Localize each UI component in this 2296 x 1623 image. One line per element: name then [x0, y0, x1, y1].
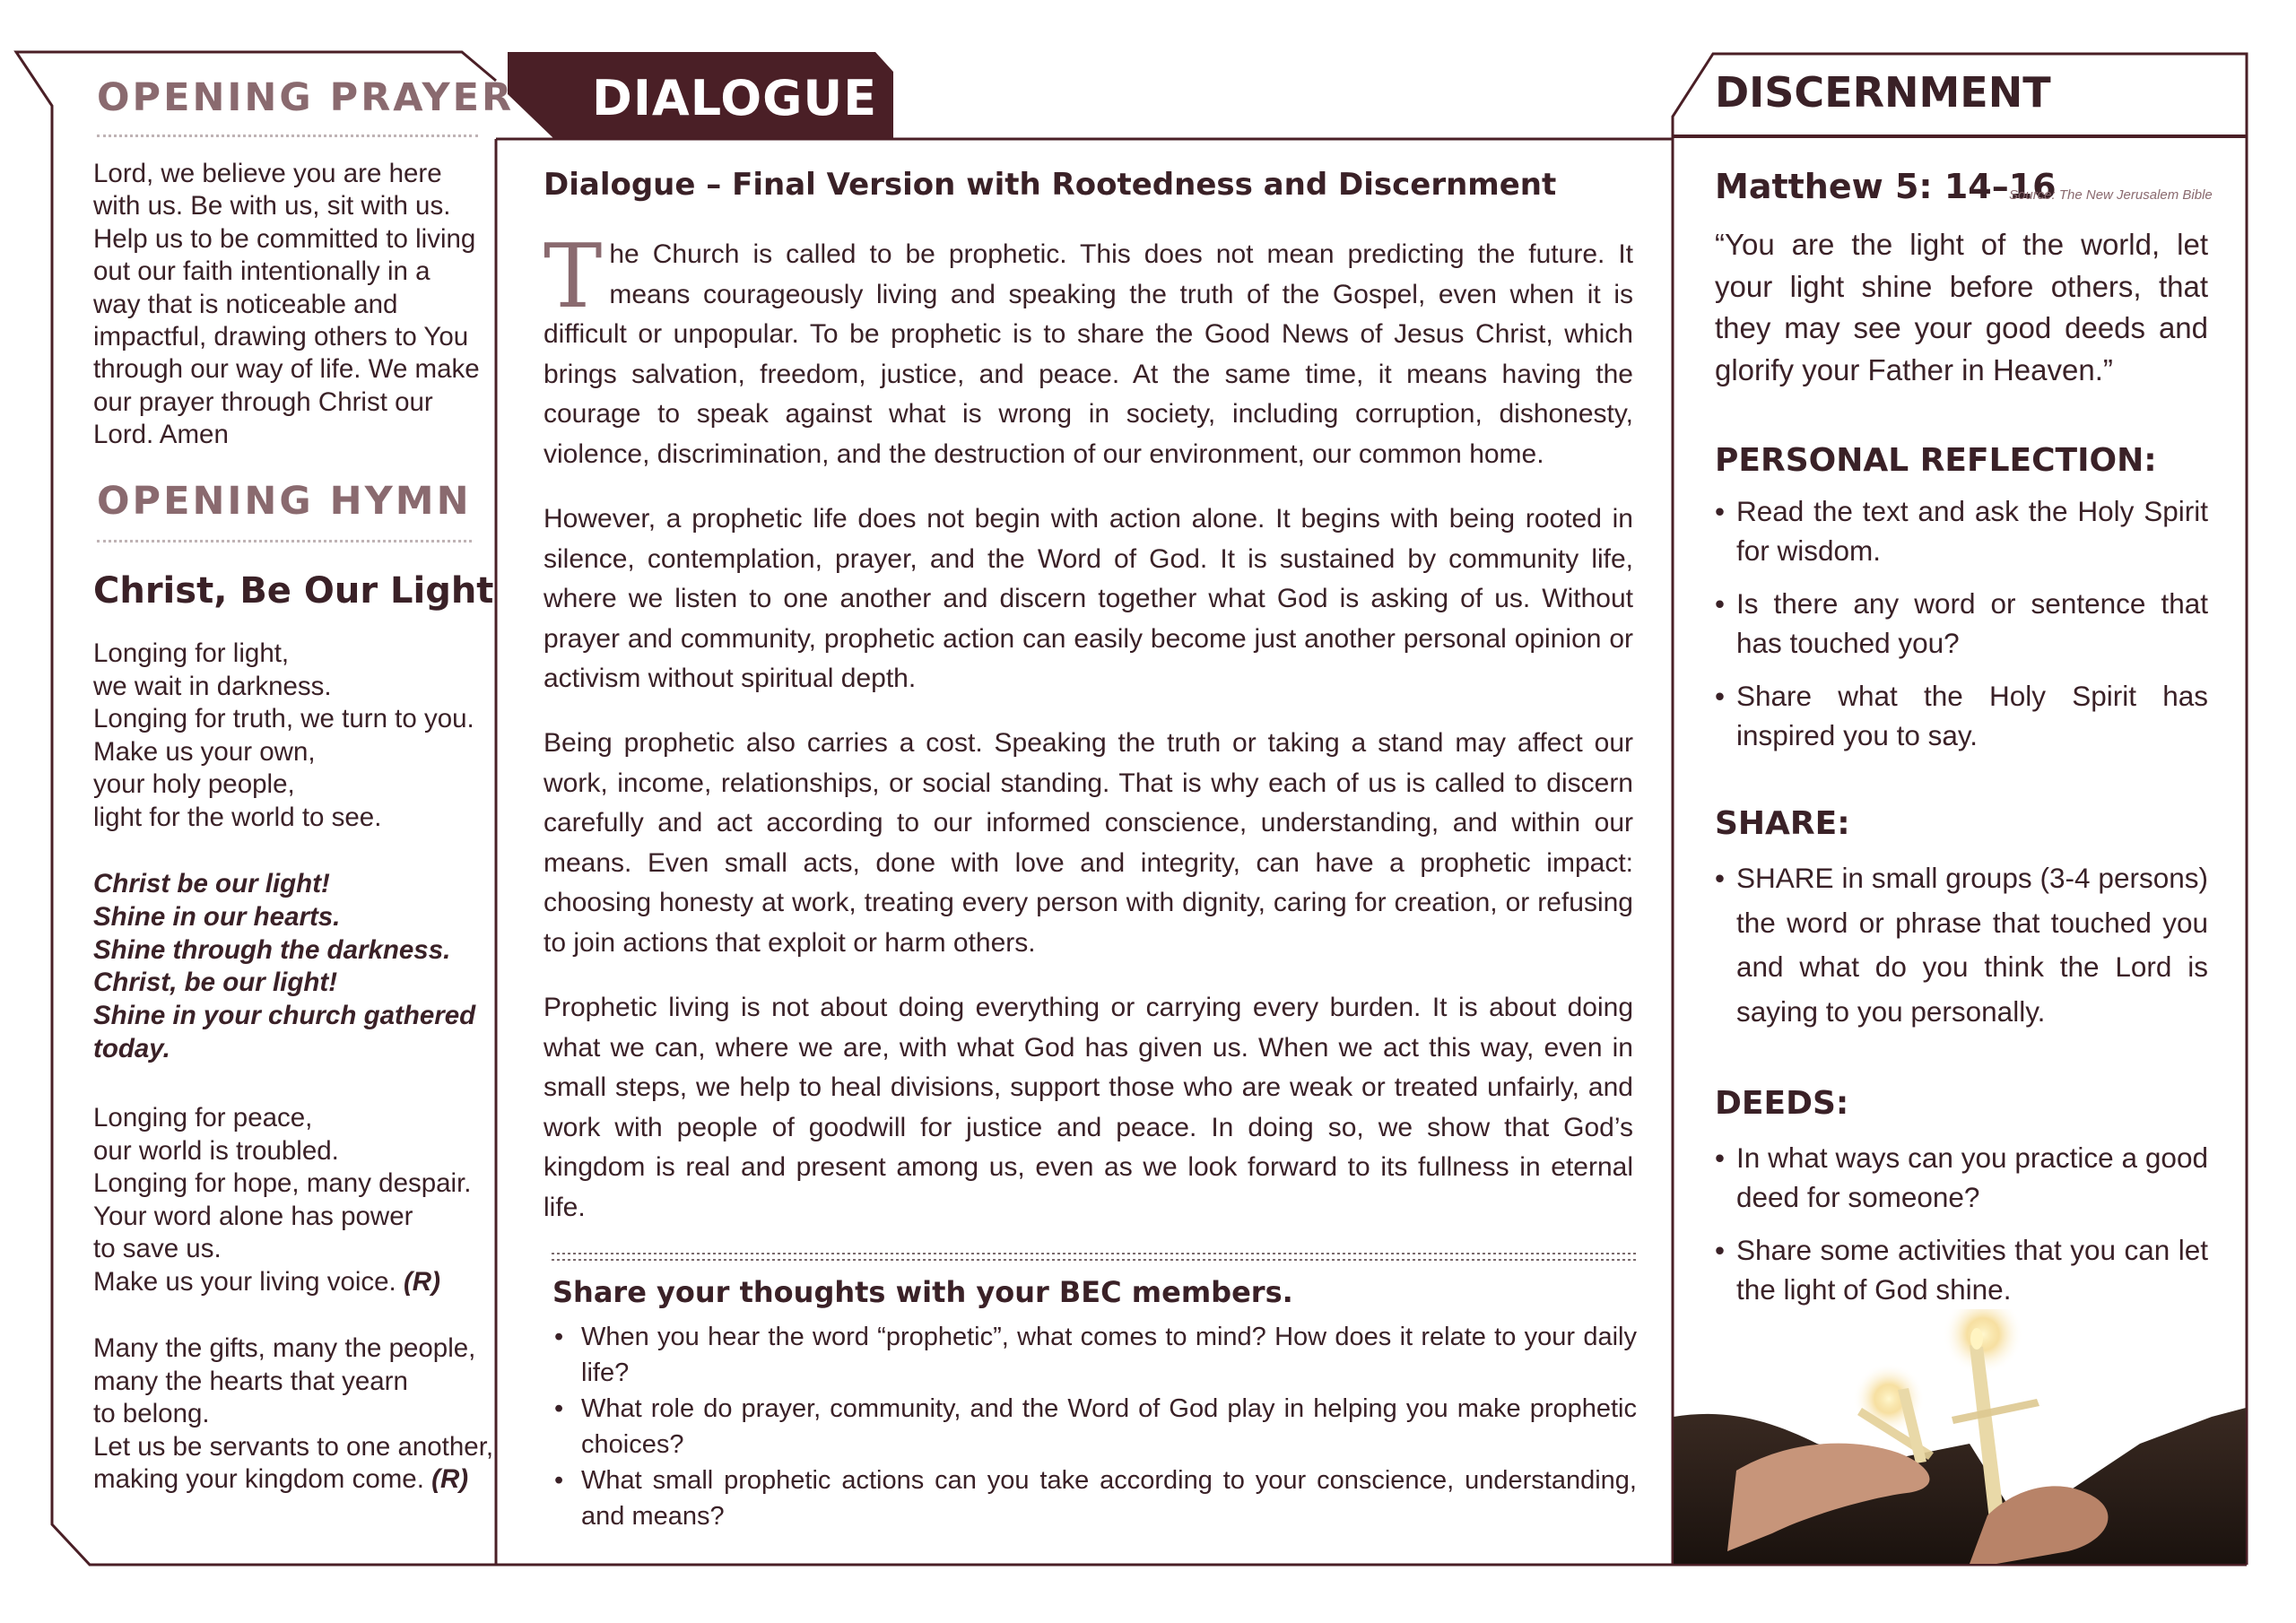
- question-item: • What role do prayer, community, and the Word of God play in helping you make prophetic choices?: [554, 1391, 1637, 1462]
- dialogue-tab-label: DIALOGUE: [592, 70, 878, 126]
- verse-reference: Matthew 5: 14–16: [1715, 167, 2057, 206]
- candles-image: [1674, 1309, 2246, 1564]
- opening-prayer-text: Lord, we believe you are here with us. Be with us, sit with us. Help us to be committed to living out our faith intentionally in a way that is noticeable and impactful, drawing others to You through our way of life. We make our prayer through Christ our Lord. Amen: [93, 159, 480, 450]
- refrain-line: Shine in our hearts.: [93, 901, 341, 932]
- hymn-line: Longing for hope, many despair.: [93, 1168, 472, 1199]
- share-list: [1715, 856, 2208, 1048]
- refrain-line: Shine through the darkness.: [93, 934, 451, 965]
- discernment-heading: DISCERNMENT: [1715, 68, 2051, 117]
- dialogue-paragraph-1: [544, 226, 1633, 474]
- hymn-line: our world is troubled.: [93, 1135, 339, 1166]
- divider: [97, 135, 478, 137]
- hymn-line: Let us be servants to one another,: [93, 1431, 494, 1462]
- hymn-refrain: [93, 868, 475, 1066]
- dialogue-paragraph-3: Being prophetic also carries a cost. Speaking the truth or taking a stand may affect our work, income, relationships, or social standing. That is why each of us is called to discern carefully and act according to our informed conscience, understanding, and within our means. Even small acts, done with love and integrity, can have a prophetic impact: choosing honesty at work, treating every person with dignity, caring for creation, or refusing to join actions that exploit or harm others.: [544, 728, 1633, 958]
- refrain-line: Christ be our light!: [93, 869, 330, 898]
- refrain-line: Shine in your church gathered: [93, 1001, 476, 1031]
- deed-item: • Share some activities that you can let the light of God shine.: [1715, 1231, 2208, 1309]
- question-item: • What small prophetic actions can you take according to your conscience, understanding, and means?: [554, 1462, 1637, 1534]
- deed-item: • In what ways can you practice a good deed for someone?: [1715, 1139, 2208, 1217]
- hymn-line-text: Make us your living voice.: [93, 1266, 396, 1297]
- verse-text: “You are the light of the world, let your light shine before others, that they may see your good deeds and glorify your Father in Heaven.”: [1715, 228, 2208, 386]
- share-thoughts-heading: Share your thoughts with your BEC members.: [552, 1275, 1293, 1309]
- hymn-verse-3: [93, 1332, 493, 1497]
- hymn-line: Longing for truth, we turn to you.: [93, 704, 474, 734]
- refrain-mark: (R): [403, 1266, 440, 1297]
- question-item: • When you hear the word “prophetic”, what comes to mind? How does it relate to your daily life?: [554, 1319, 1637, 1391]
- hymn-line: to belong.: [93, 1399, 210, 1429]
- dialogue-paragraph-2: However, a prophetic life does not begin with action alone. It begins with being rooted in silence, contemplation, prayer, and the Word of God. It is sustained by community life, where we listen to one another and discern together what God is asking of us. Without prayer and community, prophetic action can easily become just another personal opinion or activism without spiritual depth.: [544, 504, 1633, 693]
- deeds-heading: DEEDS:: [1715, 1085, 1849, 1122]
- hymn-line: Your word alone has power: [93, 1201, 413, 1231]
- paragraph-text: he Church is called to be prophetic. This does not mean predicting the future. It means courageously living and speaking the truth of the Gospel, even when it is difficult or unpopular. To be prophetic is to share the Good News of Jesus Christ, which brings salvation, freedom, justice, and peace. At the same time, it means having the courage to speak against what is wrong in society, including corruption, dishonesty, violence, discrimination, and the destruction of our environment, our common home.: [544, 239, 1633, 469]
- hymn-line: Longing for light,: [93, 638, 290, 668]
- discussion-questions: [554, 1319, 1637, 1534]
- drop-cap: T: [544, 226, 603, 328]
- hymn-line: Many the gifts, many the people,: [93, 1333, 476, 1363]
- refrain-line: Christ, be our light!: [93, 968, 338, 998]
- hymn-verse-1: [93, 638, 474, 835]
- dialogue-paragraph-4: Prophetic living is not about doing everything or carrying every burden. It is about doing what we can, where we are, with what God has given us. When we act this way, even in small steps, we help to heal divisions, support those who are weak or treated unfairly, and work with people of goodwill for justice and peace. In doing so, we show that God’s kingdom is real and present among us, even as we look forward to its fullness in eternal life.: [544, 993, 1633, 1222]
- personal-reflection-heading: PERSONAL REFLECTION:: [1715, 442, 2157, 479]
- refrain-line: today.: [93, 1033, 170, 1063]
- reflection-item: • Is there any word or sentence that has touched you?: [1715, 585, 2208, 663]
- hymn-line: we wait in darkness.: [93, 671, 332, 701]
- hymn-line: Make us your own,: [93, 736, 316, 767]
- hymn-verse-2: [93, 1102, 471, 1299]
- refrain-mark: (R): [431, 1464, 469, 1495]
- opening-prayer-heading: OPENING PRAYER: [97, 75, 515, 120]
- opening-hymn-heading: OPENING HYMN: [97, 479, 472, 524]
- reflection-item: • Share what the Holy Spirit has inspired you to say.: [1715, 677, 2208, 755]
- share-item: • SHARE in small groups (3-4 persons) the word or phrase that touched you and what do you think the Lord is saying to you personally.: [1715, 856, 2208, 1034]
- hymn-line: many the hearts that yearn: [93, 1366, 408, 1396]
- hymn-line: light for the world to see.: [93, 802, 382, 832]
- divider: [97, 540, 472, 542]
- hymn-line: Longing for peace,: [93, 1103, 313, 1133]
- hymn-line-text: making your kingdom come.: [93, 1464, 424, 1495]
- hymn-line: [93, 1463, 493, 1497]
- hymn-line: [93, 1266, 471, 1299]
- dialogue-subtitle: Dialogue – Final Version with Rootedness and Discernment: [544, 167, 1557, 203]
- hymn-title: Christ, Be Our Light: [93, 570, 494, 612]
- deeds-list: [1715, 1139, 2208, 1324]
- reflection-item: • Read the text and ask the Holy Spirit for wisdom.: [1715, 492, 2208, 570]
- share-heading: SHARE:: [1715, 805, 1850, 842]
- verse-source: Source: The New Jerusalem Bible: [2009, 187, 2213, 203]
- hymn-line: your holy people,: [93, 769, 295, 800]
- personal-reflection-list: [1715, 492, 2208, 769]
- hymn-line: to save us.: [93, 1234, 222, 1264]
